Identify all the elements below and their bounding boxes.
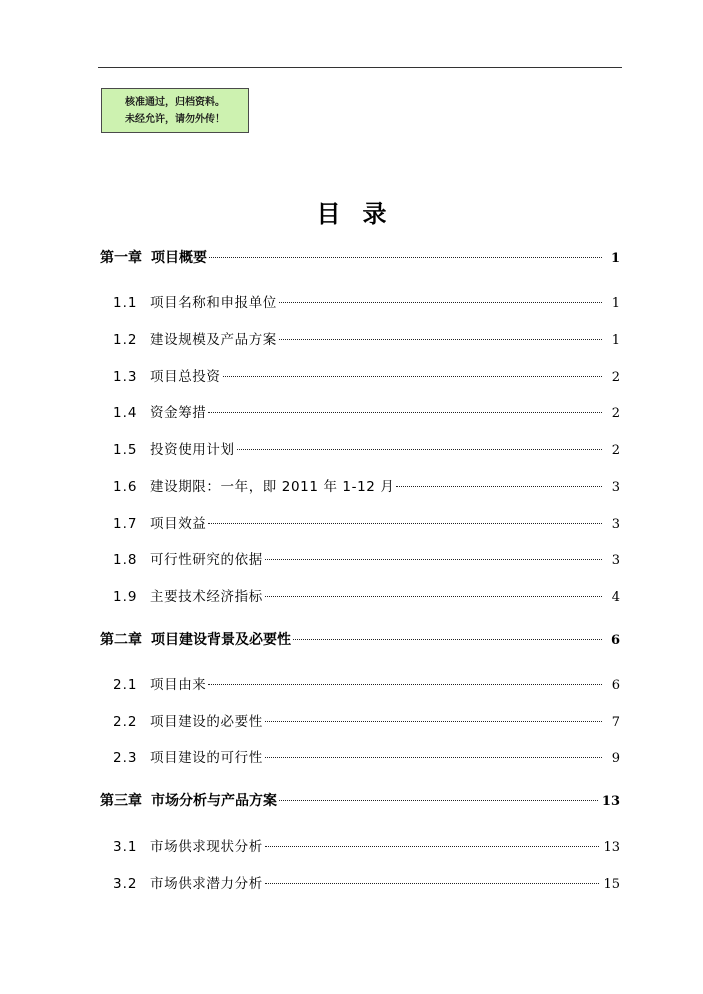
toc-section-1-1[interactable] xyxy=(100,291,620,313)
toc-chapter-2[interactable] xyxy=(100,629,620,651)
toc-entry-page: 13 xyxy=(603,840,620,855)
toc-entry-number: 第三章 xyxy=(100,793,142,809)
toc-entry-number: 第二章 xyxy=(100,632,142,648)
dot-leader xyxy=(223,376,603,377)
toc-entry-page: 1 xyxy=(611,333,620,348)
toc-entry-number: 1.8 xyxy=(113,552,138,568)
dot-leader xyxy=(279,800,598,801)
toc-section-1-6[interactable] xyxy=(100,475,620,497)
toc-entry-page: 6 xyxy=(610,633,620,648)
notice-line-2: 未经允许，请勿外传！ xyxy=(125,114,225,125)
toc-entry-page: 15 xyxy=(603,877,620,892)
toc-entry-label: 主要技术经济指标 xyxy=(150,589,263,605)
toc-entry-number: 1.7 xyxy=(113,516,138,532)
dot-leader xyxy=(208,684,602,685)
header-rule xyxy=(98,67,622,68)
toc-entry-page: 6 xyxy=(611,678,620,693)
toc-entry-page: 7 xyxy=(611,715,620,730)
toc-entry-label: 项目概要 xyxy=(151,250,207,266)
dot-leader xyxy=(265,757,602,758)
toc-entry-label: 市场供求现状分析 xyxy=(150,839,263,855)
toc-section-1-8[interactable] xyxy=(100,548,620,570)
toc-entry-label: 项目建设背景及必要性 xyxy=(151,632,291,648)
dot-leader xyxy=(208,412,602,413)
dot-leader xyxy=(279,302,602,303)
toc-section-1-4[interactable] xyxy=(100,401,620,423)
toc-entry-label: 建设期限：一年，即 2011 年 1-12 月 xyxy=(150,479,395,495)
toc-entry-label: 资金筹措 xyxy=(150,405,207,421)
toc-entry-label: 市场分析与产品方案 xyxy=(151,793,277,809)
toc-section-2-1[interactable] xyxy=(100,673,620,695)
dot-leader xyxy=(237,449,602,450)
toc-entry-label: 项目效益 xyxy=(150,516,207,532)
toc-entry-page: 2 xyxy=(611,406,620,421)
dot-leader xyxy=(265,559,602,560)
toc-entry-number: 2.3 xyxy=(113,750,138,766)
toc-entry-page: 1 xyxy=(611,296,620,311)
toc-entry-page: 3 xyxy=(611,480,620,495)
toc-section-3-1[interactable] xyxy=(100,835,620,857)
toc-entry-label: 建设规模及产品方案 xyxy=(150,332,277,348)
dot-leader xyxy=(265,846,600,847)
dot-leader xyxy=(209,257,602,258)
toc-entry-page: 1 xyxy=(610,251,620,266)
toc-entry-label: 项目由来 xyxy=(150,677,207,693)
dot-leader xyxy=(208,523,602,524)
toc-chapter-3[interactable] xyxy=(100,790,620,812)
toc-section-1-2[interactable] xyxy=(100,328,620,350)
dot-leader xyxy=(265,883,600,884)
toc-entry-label: 投资使用计划 xyxy=(150,442,235,458)
toc-entry-page: 13 xyxy=(601,794,620,809)
toc-entry-number: 3.1 xyxy=(113,839,138,855)
toc-section-2-2[interactable] xyxy=(100,710,620,732)
toc-entry-number: 1.3 xyxy=(113,369,138,385)
toc-entry-page: 9 xyxy=(611,751,620,766)
toc-entry-number: 1.1 xyxy=(113,295,138,311)
toc-section-1-7[interactable] xyxy=(100,512,620,534)
toc-entry-number: 1.2 xyxy=(113,332,138,348)
toc-entry-label: 项目名称和申报单位 xyxy=(150,295,277,311)
toc-entry-number: 2.2 xyxy=(113,714,138,730)
toc-entry-label: 项目总投资 xyxy=(150,369,221,385)
toc-entry-label: 项目建设的可行性 xyxy=(150,750,263,766)
toc-chapter-1[interactable] xyxy=(100,247,620,269)
toc-entry-page: 3 xyxy=(611,553,620,568)
toc-entry-label: 可行性研究的依据 xyxy=(150,552,263,568)
toc-entry-number: 1.9 xyxy=(113,589,138,605)
toc-entry-page: 2 xyxy=(611,443,620,458)
dot-leader xyxy=(293,639,602,640)
toc-entry-page: 3 xyxy=(611,517,620,532)
toc-section-1-9[interactable] xyxy=(100,585,620,607)
toc-title: 目录 xyxy=(316,200,409,228)
toc-section-3-2[interactable] xyxy=(100,872,620,894)
dot-leader xyxy=(396,486,602,487)
toc-section-2-3[interactable] xyxy=(100,746,620,768)
dot-leader xyxy=(279,339,602,340)
dot-leader xyxy=(265,596,602,597)
toc-entry-number: 1.5 xyxy=(113,442,138,458)
toc-entry-number: 3.2 xyxy=(113,876,138,892)
dot-leader xyxy=(265,721,602,722)
notice-line-1: 核准通过，归档资料。 xyxy=(125,97,225,108)
confidential-notice-stamp xyxy=(101,88,249,133)
toc-entry-page: 4 xyxy=(611,590,620,605)
toc-entry-number: 1.4 xyxy=(113,405,138,421)
toc-entry-label: 项目建设的必要性 xyxy=(150,714,263,730)
toc-entry-number: 1.6 xyxy=(113,479,138,495)
toc-entry-number: 2.1 xyxy=(113,677,138,693)
toc-entry-page: 2 xyxy=(611,370,620,385)
toc-section-1-5[interactable] xyxy=(100,438,620,460)
toc-entry-label: 市场供求潜力分析 xyxy=(150,876,263,892)
toc-section-1-3[interactable] xyxy=(100,365,620,387)
toc-entry-number: 第一章 xyxy=(100,250,142,266)
